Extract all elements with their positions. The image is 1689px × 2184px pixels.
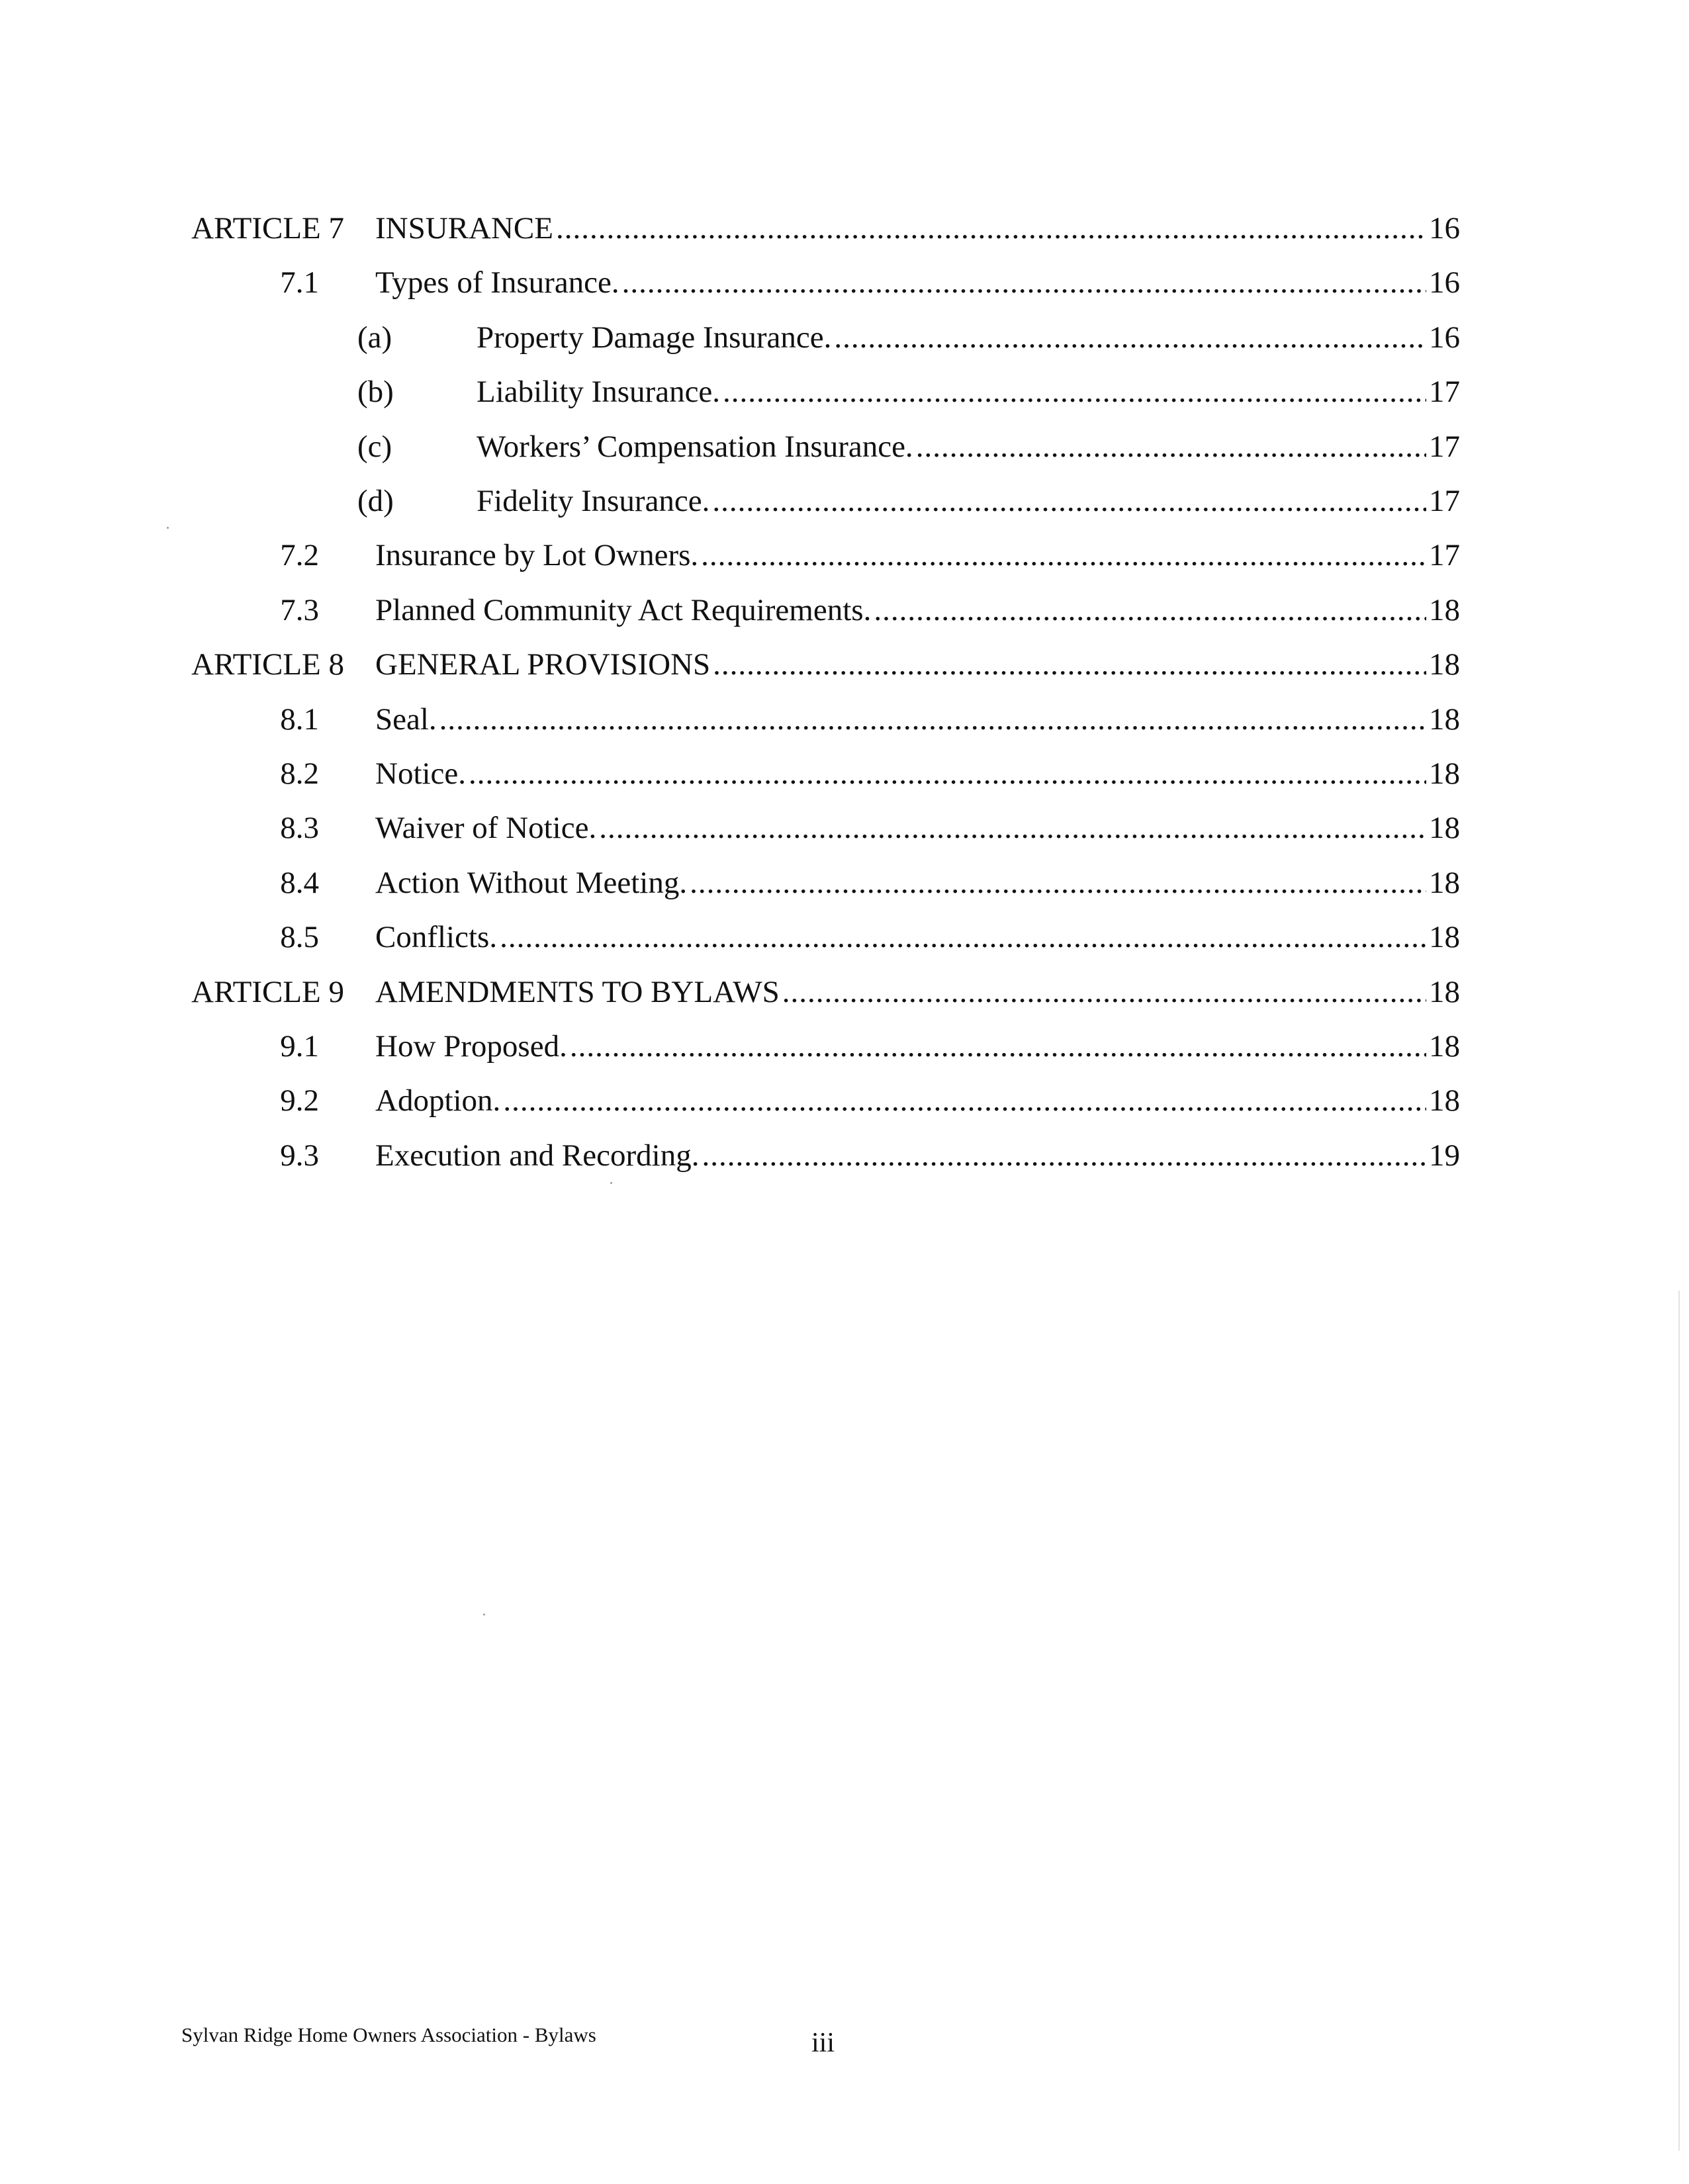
dot-leader [690, 860, 1426, 906]
toc-entry-number: 9.3 [280, 1138, 319, 1173]
toc-entry-number: ARTICLE 7 [191, 211, 344, 246]
dot-leader [439, 696, 1426, 743]
toc-entry-title: Notice. [375, 756, 467, 791]
dot-leader [503, 1077, 1426, 1124]
dot-leader [702, 1132, 1426, 1179]
toc-entry [0, 424, 1689, 470]
dot-leader [916, 424, 1426, 470]
toc-entry [0, 259, 1689, 306]
dot-leader [834, 314, 1426, 361]
dot-leader [570, 1023, 1426, 1069]
dot-leader [713, 641, 1426, 688]
toc-entry [0, 751, 1689, 797]
toc-entry-title: Execution and Recording. [375, 1138, 700, 1173]
toc-entry [0, 205, 1689, 251]
toc-entry-number: 7.1 [280, 265, 319, 300]
toc-entry-title: INSURANCE [375, 211, 553, 246]
dot-leader [599, 805, 1426, 851]
toc-entry-page: 18 [1429, 1083, 1460, 1118]
toc-entry [0, 314, 1689, 361]
toc-entry-page: 19 [1429, 1138, 1460, 1173]
dot-leader [782, 969, 1426, 1015]
toc-entry-title: Action Without Meeting. [375, 865, 688, 900]
scan-speck [167, 527, 169, 529]
toc-entry-number: ARTICLE 9 [191, 974, 344, 1009]
footer-page-number: iii [811, 2028, 835, 2058]
toc-entry-page: 17 [1429, 538, 1460, 573]
toc-entry-number: 8.5 [280, 920, 319, 955]
toc-entry-title: Planned Community Act Requirements. [375, 592, 872, 627]
toc-entry [0, 369, 1689, 415]
toc-entry-number: 8.4 [280, 865, 319, 900]
toc-entry-title: How Proposed. [375, 1029, 567, 1064]
toc-entry-title: Property Damage Insurance. [477, 320, 832, 355]
toc-entry-title: Workers’ Compensation Insurance. [477, 429, 913, 464]
toc-entry-page: 18 [1429, 756, 1460, 791]
toc-entry-title: Conflicts. [375, 920, 498, 955]
toc-entry [0, 587, 1689, 633]
toc-entry [0, 1023, 1689, 1069]
toc-entry-page: 18 [1429, 920, 1460, 955]
toc-entry [0, 860, 1689, 906]
toc-entry-number: 7.2 [280, 538, 319, 573]
toc-entry-number: (a) [357, 320, 392, 355]
dot-leader [500, 914, 1426, 960]
toc-entry-title: Adoption. [375, 1083, 501, 1118]
toc-entry [0, 805, 1689, 851]
toc-entry-number: (d) [357, 484, 394, 518]
toc-entry-number: 7.3 [280, 592, 319, 627]
toc-entry [0, 641, 1689, 688]
toc-entry [0, 532, 1689, 578]
dot-leader [874, 587, 1426, 633]
dot-leader [701, 532, 1426, 578]
toc-entry-title: Waiver of Notice. [375, 811, 597, 846]
dot-leader [622, 259, 1426, 306]
toc-entry-page: 18 [1429, 592, 1460, 627]
toc-entry [0, 1132, 1689, 1179]
toc-entry-number: 8.2 [280, 756, 319, 791]
dot-leader [712, 478, 1426, 524]
toc-entry [0, 969, 1689, 1015]
toc-entry [0, 1077, 1689, 1124]
toc-entry-page: 16 [1429, 265, 1460, 300]
dot-leader [556, 205, 1426, 251]
toc-entry-page: 18 [1429, 1029, 1460, 1064]
dot-leader [469, 751, 1426, 797]
toc-entry [0, 696, 1689, 743]
toc-entry-number: 9.2 [280, 1083, 319, 1118]
toc-entry-number: ARTICLE 8 [191, 647, 344, 682]
toc-entry-page: 18 [1429, 647, 1460, 682]
toc-entry-page: 18 [1429, 865, 1460, 900]
scan-speck [610, 1182, 612, 1184]
toc-entry-title: AMENDMENTS TO BYLAWS [375, 974, 780, 1009]
toc-entry-number: 9.1 [280, 1029, 319, 1064]
toc-entry-page: 17 [1429, 429, 1460, 464]
toc-entry-page: 17 [1429, 484, 1460, 518]
toc-entry-number: (b) [357, 375, 394, 410]
footer-document-title: Sylvan Ridge Home Owners Association - Bylaws [181, 2023, 596, 2046]
scan-edge-line [1678, 1291, 1680, 2151]
toc-entry [0, 478, 1689, 524]
toc-entry-title: Types of Insurance. [375, 265, 619, 300]
toc-entry-page: 17 [1429, 375, 1460, 410]
toc-entry-title: Fidelity Insurance. [477, 484, 710, 518]
dot-leader [723, 369, 1426, 415]
toc-entry-number: 8.1 [280, 702, 319, 737]
scan-speck [483, 1614, 485, 1615]
toc-entry-title: GENERAL PROVISIONS [375, 647, 711, 682]
toc-entry-page: 16 [1429, 211, 1460, 246]
toc-entry-number: (c) [357, 429, 392, 464]
toc-entry [0, 914, 1689, 960]
toc-entry-page: 18 [1429, 702, 1460, 737]
toc-entry-number: 8.3 [280, 811, 319, 846]
toc-entry-title: Seal. [375, 702, 437, 737]
toc-entry-page: 18 [1429, 974, 1460, 1009]
toc-entry-title: Liability Insurance. [477, 375, 721, 410]
toc-entry-title: Insurance by Lot Owners. [375, 538, 699, 573]
toc-entry-page: 18 [1429, 811, 1460, 846]
toc-entry-page: 16 [1429, 320, 1460, 355]
